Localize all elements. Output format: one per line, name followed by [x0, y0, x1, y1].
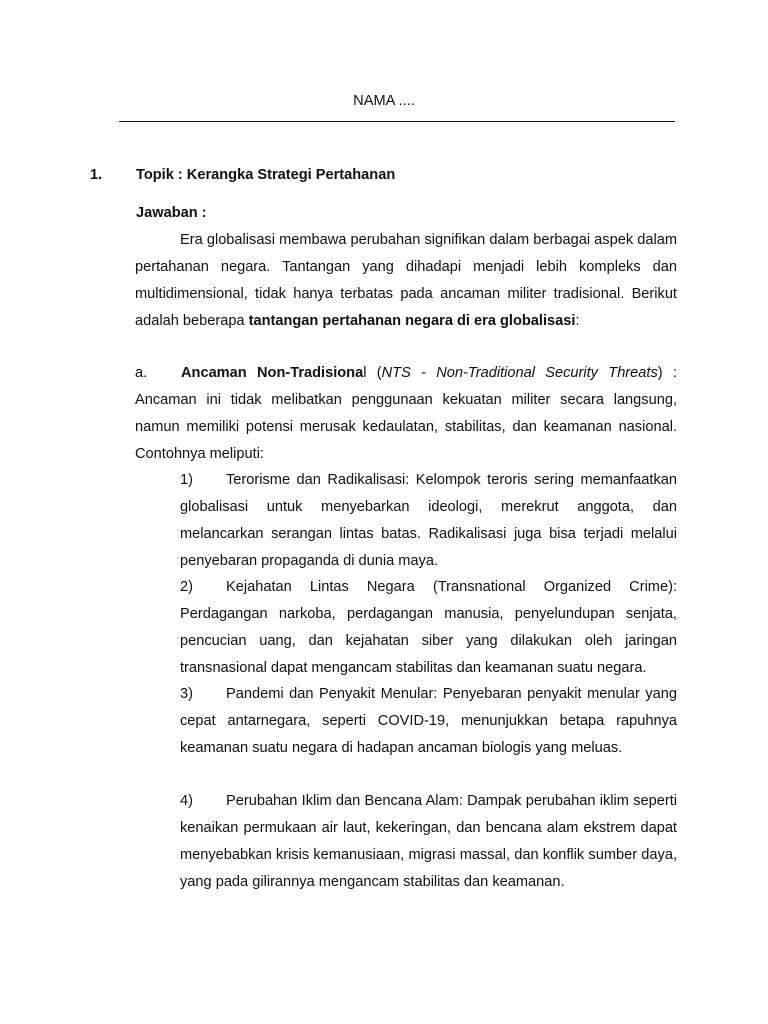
list-item-text: Kejahatan Lintas Negara (Transnational Organized Crime): Perdagangan narkoba, perdagangan manusia, penyelundupan senjata, pencucian uang, dan kejahatan siber yang dilakukan oleh jaringan transnasional dapat mengancam stabilitas dan keamanan suatu negara. [180, 579, 677, 676]
list-item-text: Terorisme dan Radikalisasi: Kelompok teroris sering memanfaatkan globalisasi untuk menyebarkan ideologi, merekrut anggota, dan melancarkan serangan lintas batas. Radikalisasi juga bisa terjadi melalui penyebaran propaganda di dunia maya. [180, 472, 677, 569]
section-a-marker: a. [135, 365, 148, 381]
list-item [180, 788, 677, 896]
section-a-title-tail: l ( [363, 365, 382, 381]
list-item-text: Perubahan Iklim dan Bencana Alam: Dampak perubahan iklim seperti kenaikan permukaan air laut, kekeringan, dan bencana alam ekstrem dapat menyebabkan krisis kemanusiaan, migrasi massal, dan konflik sumber daya, yang pada gilirannya mengancam stabilitas dan keamanan. [180, 793, 677, 890]
question-topic: Topik : Kerangka Strategi Pertahanan [136, 167, 396, 183]
list-item-text: Pandemi dan Penyakit Menular: Penyebaran penyakit menular yang cepat antarnegara, seperti COVID-19, menunjukkan betapa rapuhnya keamanan suatu negara di hadapan ancaman biologis yang meluas. [180, 686, 677, 756]
list-item [180, 681, 677, 762]
list-item-number: 3) [180, 686, 193, 702]
header-divider [119, 121, 675, 122]
section-a-title-italic: NTS - Non-Traditional Security Threats [381, 365, 658, 381]
section-a-body: Ancaman ini tidak melibatkan penggunaan kekuatan militer secara langsung, namun memiliki potensi merusak kedaulatan, stabilitas, dan keamanan nasional. Contohnya meliputi: [135, 392, 677, 462]
list-item-number: 1) [180, 472, 193, 488]
intro-colon: : [575, 313, 580, 329]
section-a-title: Ancaman Non-Tradisiona [181, 365, 364, 381]
name-header: NAMA .... [353, 93, 415, 109]
section-a-title-close: ) : [657, 365, 677, 381]
list-item [180, 574, 677, 682]
question-number: 1. [90, 167, 103, 183]
intro-text: Era globalisasi membawa perubahan signifikan dalam berbagai aspek dalam pertahanan negara. Tantangan yang dihadapi menjadi lebih kompleks dan multidimensional, tidak hanya terbatas pada ancaman militer tradisional. Berikut adalah beberapa [135, 232, 677, 329]
list-item [180, 467, 677, 575]
section-a-paragraph [135, 360, 677, 468]
list-item-number: 4) [180, 793, 193, 809]
answer-label: Jawaban : [136, 205, 207, 221]
intro-emphasis: tantangan pertahanan negara di era globalisasi [248, 313, 576, 329]
list-item-number: 2) [180, 579, 193, 595]
intro-paragraph [135, 227, 677, 335]
